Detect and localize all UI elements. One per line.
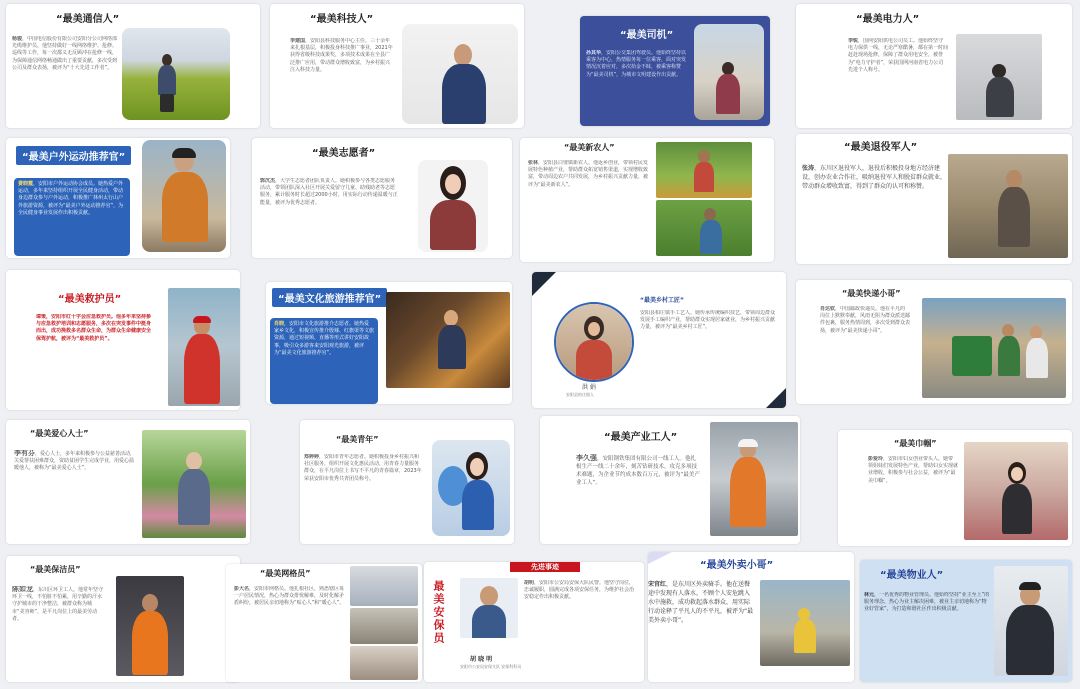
card-body xyxy=(802,164,946,260)
card-veteran xyxy=(796,134,1072,264)
card-text: ，中国邮政快递员。他在平凡的岗位上默默奉献，风雨无阻为群众派送邮件包裹，服务热情周到，多次受到群众表扬，被评为“最美快递小哥”。 xyxy=(820,306,910,334)
card-volunteer xyxy=(252,138,512,258)
card-lead: 郑婷婷 xyxy=(304,454,320,460)
card-property xyxy=(860,560,1072,682)
card-title: “最美外卖小哥” xyxy=(700,560,774,571)
card-outdoor xyxy=(6,138,230,258)
photo-caption: 洪 娟 xyxy=(582,384,596,391)
card-delivery xyxy=(648,552,854,682)
card-body: 安阳县柏庄镇手工艺人。她传承传统编织技艺，带领周边群众发展手工编织产业，帮助群众实现居家就业，为乡村振兴贡献力量，被评为“最美乡村工匠”。 xyxy=(640,310,776,331)
card-body xyxy=(304,454,422,538)
photo xyxy=(710,422,798,536)
photo xyxy=(350,608,418,644)
card-text: ，安阳钢铁集团有限公司一线工人。他扎根生产一线二十余年，刻苦钻研技术，攻克多项技术难题，为企业节约成本数百万元，被评为“最美产业工人”。 xyxy=(576,456,700,486)
card-lead: 彭爱玲 xyxy=(868,456,884,462)
card-security xyxy=(424,562,644,682)
photo xyxy=(350,566,418,606)
card-lead: 郭沉杰 xyxy=(260,178,276,184)
card-lead: 胡明 xyxy=(524,580,535,586)
card-body xyxy=(14,450,138,538)
card-new-farmer xyxy=(520,138,774,262)
photo xyxy=(432,440,510,536)
corner-decoration xyxy=(648,552,672,564)
card-text: ，是东川区外卖骑手。他在送餐途中发现有人落水，不顾个人安危跳入水中施救，成功救起落水群众，用实际行动诠释了平凡人的不平凡，被评为“最美外卖小哥”。 xyxy=(648,581,754,624)
card-lead: 李有芬 xyxy=(14,450,35,457)
card-body xyxy=(528,160,652,256)
card-lead: 陈如龙 xyxy=(12,586,33,593)
card-industrial-worker xyxy=(540,416,800,544)
card-body: 谭策，安阳市红十字会应急救护员。他多年来坚持参与应急救护培训和志愿服务，多次在突发事件中挺身而出，成功挽救多名群众生命，为群众生命健康安全保驾护航，被评为“最美救护员”。 xyxy=(36,314,152,342)
card-title: “最美产业工人” xyxy=(604,432,678,443)
card-body xyxy=(14,178,130,256)
photo xyxy=(964,442,1068,540)
card-text: ，安阳县科技服务中心主任。三十余年来扎根基层，积极投身科技推广事业，2021年获得省级科技成果奖，多项技术成果在全县广泛推广应用，带动群众增收致富，为乡村振兴注入科技力量。 xyxy=(290,38,393,73)
card-lead: 李久强 xyxy=(576,454,597,462)
card-text: ，中国电信股份有限公司安阳分公司网络部光缆维护员。他坚持做好一线网络维护、抢修、巡线等工作，每一次都义无反顾冲在抢修一线，为保障通信网络畅通做出了重要贡献，多次受到公司及群众表扬，被评为“十大先进工作者”。 xyxy=(12,36,118,71)
card-text: ，一名优秀的物业管理员。他始终坚持“业主至上”的服务理念，热心为业主解决困难，被业主亲切地称为“物业好管家”，为打造和谐社区作出积极贡献。 xyxy=(864,592,990,613)
card-text: ，安阳市妇女创业带头人。她带领姐妹们发展特色产业，帮助妇女实现就业增收，积极参与社会公益，被评为“最美巾帼”。 xyxy=(868,456,958,484)
card-title: “最美物业人” xyxy=(880,570,944,581)
photo-subcaption: 安阳市公安局安保支队 安保科科员 xyxy=(460,664,522,669)
card-courier xyxy=(796,280,1072,404)
card-text: ，东川区退役军人，退役后积极投身地方经济建设，创办农业合作社，吸纳退役军人和脱贫群众就业，带动群众增收致富，得到了群众的认可和称赞。 xyxy=(802,165,946,190)
card-first-aid xyxy=(6,270,240,410)
card-body xyxy=(848,38,948,122)
card-youth xyxy=(300,420,514,544)
card-banner: “最美户外运动推荐官” xyxy=(16,146,131,165)
photo xyxy=(350,646,418,680)
photo xyxy=(122,28,230,120)
card-title: “最美通信人” xyxy=(56,14,120,25)
card-text: ，国网安阳供电公司员工。他始终坚守电力保供一线，无论严寒酷暑，都在第一时间赶赴现场抢修，保障了群众用电安全，被誉为“电力守护者”，荣获国网河南省电力公司先进个人称号。 xyxy=(848,38,948,73)
card-charity xyxy=(6,420,250,544)
photo xyxy=(386,292,510,388)
card-women xyxy=(838,430,1072,546)
card-banner: “最美文化旅游推荐官” xyxy=(272,288,387,307)
card-body xyxy=(576,454,700,538)
card-body xyxy=(270,318,378,404)
card-lead: 张涛 xyxy=(802,165,815,172)
card-body xyxy=(234,586,346,678)
card-title: “最美保洁员” xyxy=(30,565,81,574)
card-body xyxy=(12,586,104,678)
photo-subcaption: 安阳县柏庄镇人 xyxy=(566,392,594,397)
photo xyxy=(656,200,752,256)
card-text: ，安阳市网格员。他扎根社区，熟悉辖区每一户居民情况，热心为群众排忧解难，及时化解矛盾纠纷，被居民亲切地称为“贴心人”和“暖心人”。 xyxy=(234,586,345,607)
card-body xyxy=(12,36,120,124)
card-culture-tourism xyxy=(266,282,512,404)
card-text: ，安阳市公安局安保大队民警。他坚守岗位，忠诚履职，圆满完成各项安保任务，为维护社会治安稳定作出积极贡献。 xyxy=(524,580,635,601)
card-lead: 林元 xyxy=(864,592,875,598)
card-body xyxy=(586,50,688,120)
photo xyxy=(694,24,764,120)
card-title: “最美乡村工匠” xyxy=(640,297,684,304)
photo-caption: 胡 晓 明 xyxy=(470,656,493,663)
card-title: “最美网格员” xyxy=(260,569,311,578)
card-title: “最美青年” xyxy=(336,435,379,444)
card-lead: 李锐 xyxy=(848,38,859,44)
card-electric xyxy=(796,4,1072,128)
card-body xyxy=(648,580,754,676)
photo xyxy=(460,578,518,638)
card-cleaner xyxy=(6,556,240,682)
card-craftsman xyxy=(532,272,786,408)
card-lead: 杨骏 xyxy=(12,36,23,42)
card-title: “最美退役军人” xyxy=(844,142,918,153)
photo xyxy=(656,142,752,198)
card-body xyxy=(524,580,636,650)
card-text: ，安阳市青年志愿者。她积极投身乡村振兴和社区服务，组织开展文化惠民活动，用青春力量服务群众，在平凡岗位上书写不平凡的青春篇章，2023年荣获安阳市优秀共青团员称号。 xyxy=(304,454,422,482)
card-body xyxy=(864,592,990,676)
card-body xyxy=(260,178,398,252)
card-title: “最美科技人” xyxy=(310,14,374,25)
card-lead: 彭大名 xyxy=(234,586,250,592)
corner-decoration xyxy=(532,272,556,296)
photo xyxy=(168,288,240,406)
photo xyxy=(994,566,1068,676)
card-technology xyxy=(270,4,524,128)
photo xyxy=(760,580,850,666)
card-title: “最美爱心人士” xyxy=(30,429,89,438)
card-driver xyxy=(580,16,770,126)
card-lead: 张林 xyxy=(528,160,539,166)
card-lead: 宋官红 xyxy=(648,581,667,588)
photo xyxy=(948,154,1068,258)
card-title: “最美电力人” xyxy=(856,14,920,25)
card-body xyxy=(820,306,910,398)
card-lead: 李建国 xyxy=(290,38,306,44)
vertical-title: 最美安保员 xyxy=(432,580,445,645)
card-text: ，安阳公交集团驾驶员。他始终坚持以乘客为中心，热情服务每一位乘客，面对突发情况沉着应对，多次拾金不昧，被乘客称赞为“最美司机”，为城市文明建设作出贡献。 xyxy=(586,50,687,78)
card-lead: 费晓霞 xyxy=(18,181,34,187)
photo xyxy=(116,576,184,676)
photo xyxy=(402,24,518,124)
photo xyxy=(956,34,1042,120)
card-body xyxy=(868,456,958,542)
card-title: “最美快递小哥” xyxy=(842,289,901,298)
card-text: ，大学生志愿者团队负责人。她积极参与各类志愿服务活动，带领团队深入社区开展关爱留守儿童、助残助老等志愿服务，累计服务时长超过2000小时，用实际行动传递温暖与正能量，被评为优秀志愿者。 xyxy=(260,178,398,206)
photo xyxy=(142,140,226,252)
card-text: ，安阳市户外运动协会成员。她热爱户外运动，多年来坚持组织开展全民健身活动，带动身边群众参与户外运动，积极推广林州太行山户外旅游资源，被评为“最美户外运动推荐官”，为全民健身事业发展作出积极贡献。 xyxy=(18,181,124,216)
photo xyxy=(142,430,246,538)
card-text: ，爱心人士，多年来积极参与公益慈善活动，关爱帮扶困难群众，资助贫困学生完成学业，用爱心温暖他人，被称为“最美爱心人士”。 xyxy=(14,451,136,472)
card-title: “最美巾帼” xyxy=(894,439,937,448)
card-body xyxy=(290,38,394,122)
photo xyxy=(418,160,488,252)
card-communication xyxy=(6,4,260,128)
card-text: ，东川区环卫工人。他常年坚守环卫一线，不怕脏不怕累，用辛勤的汗水守护城市的干净整洁，被群众称为城市“美容师”，是平凡岗位上的最美劳动者。 xyxy=(12,587,104,622)
card-title: “最美救护员” xyxy=(58,294,122,305)
card-text: ，安阳县白璧镇新农人。他返乡创业，带领村民发展特色种植产业，帮助群众拓宽销售渠道，实现增收致富，带动周边农户共同发展，为乡村振兴贡献力量，被评为“最美新农人”。 xyxy=(528,160,649,188)
card-grid-worker xyxy=(226,564,422,682)
card-title: “最美司机” xyxy=(620,30,674,41)
card-title: “最美新农人” xyxy=(564,143,615,152)
photo xyxy=(922,298,1066,398)
card-lead: 肖达钦 xyxy=(820,306,836,312)
card-lead: 孙其华 xyxy=(586,50,602,56)
card-lead: 肖晓 xyxy=(274,321,285,327)
header-bar: 先进事迹 xyxy=(510,562,580,572)
card-title: “最美志愿者” xyxy=(312,148,376,159)
card-text: ，安阳市文化旅游推介志愿者。她热爱家乡文化，积极宣传推介殷墟、红旗渠等文旅资源，通过短视频、直播等形式讲好安阳故事，吸引众多游客来安阳观光旅游，被评为“最美文化旅游推荐官”。 xyxy=(274,321,375,356)
photo xyxy=(554,302,634,382)
